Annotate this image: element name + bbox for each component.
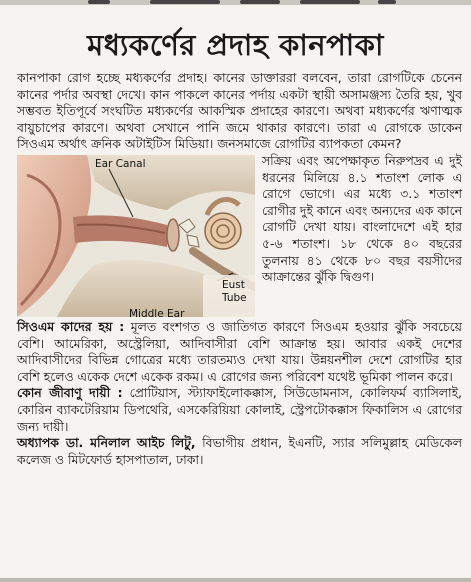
paragraph-who-gets-com bbox=[17, 319, 462, 385]
paragraph-lead-who: সিওএম কাদের হয় : bbox=[17, 318, 125, 334]
label-middle-ear: Middle Ear bbox=[129, 307, 185, 317]
ear-anatomy-illustration bbox=[17, 155, 255, 317]
eardrum-shape bbox=[167, 219, 179, 251]
author-credit bbox=[17, 435, 462, 468]
figure-wrap bbox=[17, 153, 462, 319]
label-ear-canal: Ear Canal bbox=[95, 157, 146, 170]
cut-text-fragment bbox=[88, 0, 110, 4]
cut-text-fragment bbox=[378, 0, 396, 4]
paragraph-germs bbox=[17, 385, 462, 435]
paragraph-text-germs: প্রোটিয়াস, স্ট্যাফাইলোকক্কাস, সিউডোমনাস, কোলিফর্ম ব্যাসিলাই, কোরিন ব্যাকটেরিয়াম ডিপথেরি, এসকেরিয়িয়া কোলাই, স্ট্রেপটোকক্কাস ফিকালিস এ রোগের জন্য দায়ী। bbox=[17, 385, 462, 434]
label-eust: Eust bbox=[222, 278, 245, 291]
label-tube: Tube bbox=[222, 291, 247, 304]
cut-text-fragment bbox=[150, 0, 220, 4]
paragraph-text-who: মূলত বংশগত ও জাতিগত কারণে সিওএম হওয়ার ঝুঁকি সবচেয়ে বেশি। আমেরিকা, অস্ট্রেলিয়া, আদিবাসীরা বেশি আক্রান্ত হয়। আবার একই দেশের আদিবাসীদের বিভিন্ন গোত্রের মধ্যে তারতম্যও দেখা যায়। উন্নয়নশীল দেশে রোগটির হার বেশি হলেও একেক দেশে একেক রকম। এ রোগের জন্য পরিবেশ যথেষ্ট ভূমিকা পালন করে। bbox=[17, 318, 462, 384]
author-name: অধ্যাপক ডা. মনিলাল আইচ লিটু, bbox=[17, 435, 196, 451]
author-affiliation: বিভাগীয় প্রধান, ইএনটি, স্যার সলিমুল্লাহ মেডিকেল কলেজ ও মিটফোর্ড হাসপাতাল, ঢাকা। bbox=[17, 435, 462, 467]
side-paragraph: সক্রিয় এবং অপেক্ষাকৃত নিরুপদ্রব এ দুই ধরনের মিলিয়ে ৪.১ শতাংশ লোক এ রোগে ভোগে। এর মধ্যে ৩.১ শতাংশ রোগীর দুই কানে এবং অন্যদের এক কানে রোগটি দেখা যায়। বাংলাদেশে এই হার ৫-৬ শতাংশ। ১৮ থেকে ৪০ বছরের তুলনায় ৪১ থেকে ৮০ বছর বয়সীদের আক্রান্তের ঝুঁকি দ্বিগুণ। bbox=[262, 152, 462, 285]
cut-text-fragment bbox=[300, 0, 360, 4]
top-rule bbox=[0, 0, 471, 5]
ear-anatomy-figure bbox=[17, 155, 255, 317]
intro-paragraph: কানপাকা রোগ হচ্ছে মধ্যকর্ণের প্রদাহ। কানের ডাক্তাররা বলবেন, তারা রোগটিকে চেনেন কানের পর্দার অবস্থা দেখে। কান পাকলে কানের পর্দায় একটা স্থায়ী অসামঞ্জস্য তৈরি হয়, খুব সম্ভবত ইতিপূর্বে সংঘটিত মধ্যকর্ণের আকস্মিক প্রদাহের কারণে। অথবা মধ্যকর্ণের ঋণাত্মক বায়ুচাপের কারণে। অথবা সেখানে পানি জমে থাকার কারণে। তারা এ রোগকে ডাকেন সিওএম অর্থাৎ ক্রনিক অটাইটিস মিডিয়া। জনসমাজে রোগটির ব্যাপকতা কেমন? bbox=[17, 70, 462, 152]
bottom-rule bbox=[0, 578, 471, 582]
article-headline: মধ্যকর্ণের প্রদাহ কানপাকা bbox=[87, 28, 384, 62]
cut-text-fragment bbox=[240, 0, 280, 4]
paragraph-lead-germs: কোন জীবাণু দায়ী : bbox=[17, 385, 123, 401]
article-body bbox=[17, 70, 462, 468]
